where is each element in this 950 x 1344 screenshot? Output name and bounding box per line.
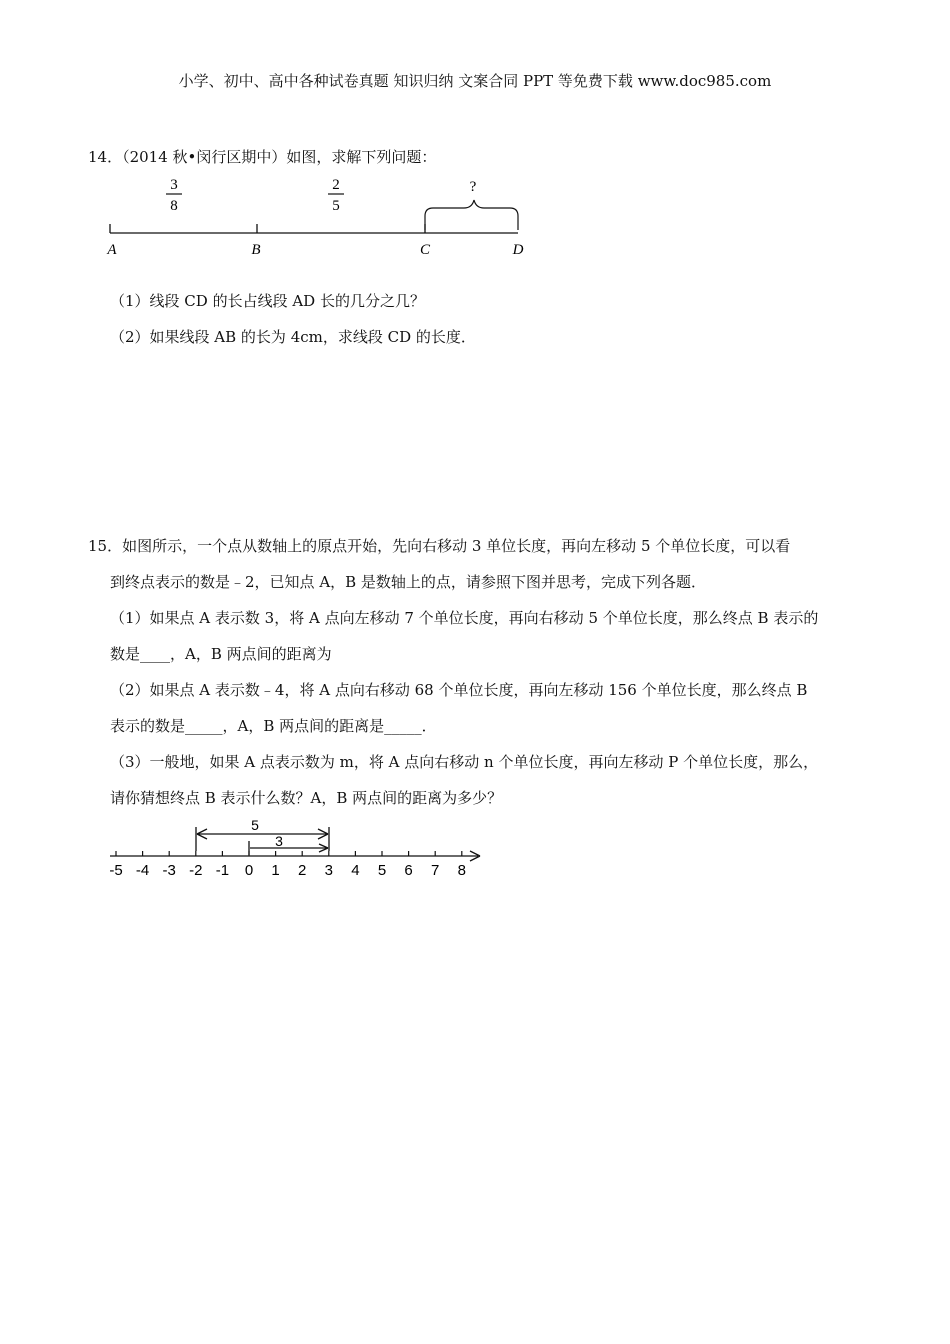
nl-ticks: [116, 851, 462, 856]
q14-frac2-num: 2: [332, 177, 340, 193]
nl-tick-label: 2: [298, 862, 307, 879]
q15-sub3-a: （3）一般地，如果 A 点表示数为 m，将 A 点向右移动 n 个单位长度，再向左移动 P 个单位长度，那么，: [110, 753, 819, 771]
q15-sub2-b: 表示的数是_____，A，B 两点间的距离是_____．: [110, 717, 437, 735]
q14-frac1-den: 8: [170, 198, 178, 214]
q14-point-b: B: [251, 242, 261, 258]
q15-number-line: [100, 815, 500, 885]
nl-arrow-3-label: 3: [275, 833, 283, 849]
q14-frac2-den: 5: [332, 198, 340, 214]
nl-tick-label: 7: [431, 862, 440, 879]
q14-segment-figure: [100, 172, 540, 264]
nl-tick-label: 5: [377, 862, 387, 879]
nl-tick-label: 1: [271, 862, 280, 879]
nl-tick-labels: [109, 862, 466, 879]
nl-tick-label: -1: [215, 862, 230, 879]
q15-sub2-a: （2）如果点 A 表示数﹣4，将 A 点向右移动 68 个单位长度，再向左移动 156 个单位长度，那么终点 B: [110, 681, 808, 699]
nl-tick-label: 0: [244, 862, 254, 879]
q15-sub1-a: （1）如果点 A 表示数 3，将 A 点向左移动 7 个单位长度，再向右移动 5 个单位长度，那么终点 B 表示的: [110, 609, 819, 627]
q15-sub3-b: 请你猜想终点 B 表示什么数？A，B 两点间的距离为多少？: [110, 789, 503, 807]
nl-tick-label: 6: [404, 862, 413, 879]
nl-tick-label: -2: [189, 862, 203, 879]
q14-sub2: （2）如果线段 AB 的长为 4cm，求线段 CD 的长度．: [110, 328, 476, 346]
nl-arrow-5-label: 5: [251, 817, 259, 833]
q14-question-mark: ?: [469, 179, 477, 195]
q14-brace: [425, 200, 518, 230]
q14-frac1-num: 3: [170, 177, 178, 193]
nl-tick-label: -3: [162, 862, 176, 879]
q14-point-d: D: [512, 242, 524, 258]
nl-tick-label: 4: [351, 862, 360, 879]
nl-tick-label: -4: [135, 862, 150, 879]
q14-point-a: A: [107, 242, 117, 258]
q14-point-c: C: [419, 242, 431, 258]
q15-sub1-b: 数是____，A，B 两点间的距离为: [110, 645, 332, 663]
q15-line2: 到终点表示的数是﹣2，已知点 A，B 是数轴上的点，请参照下图并思考，完成下列各题．: [110, 573, 706, 591]
nl-tick-label: 8: [457, 862, 466, 879]
q14-sub1: （1）线段 CD 的长占线段 AD 长的几分之几？: [110, 292, 425, 310]
page-header: 小学、初中、高中各种试卷真题 知识归纳 文案合同 PPT 等免费下载 www.doc985.com: [178, 72, 772, 90]
nl-tick-label: -5: [109, 862, 123, 879]
q14-stem: 14．（2014 秋•闵行区期中）如图，求解下列问题：: [88, 148, 437, 166]
nl-tick-label: 3: [324, 862, 333, 879]
q15-line1: 15．如图所示，一个点从数轴上的原点开始，先向右移动 3 单位长度，再向左移动 5 个单位长度，可以看: [88, 537, 791, 555]
